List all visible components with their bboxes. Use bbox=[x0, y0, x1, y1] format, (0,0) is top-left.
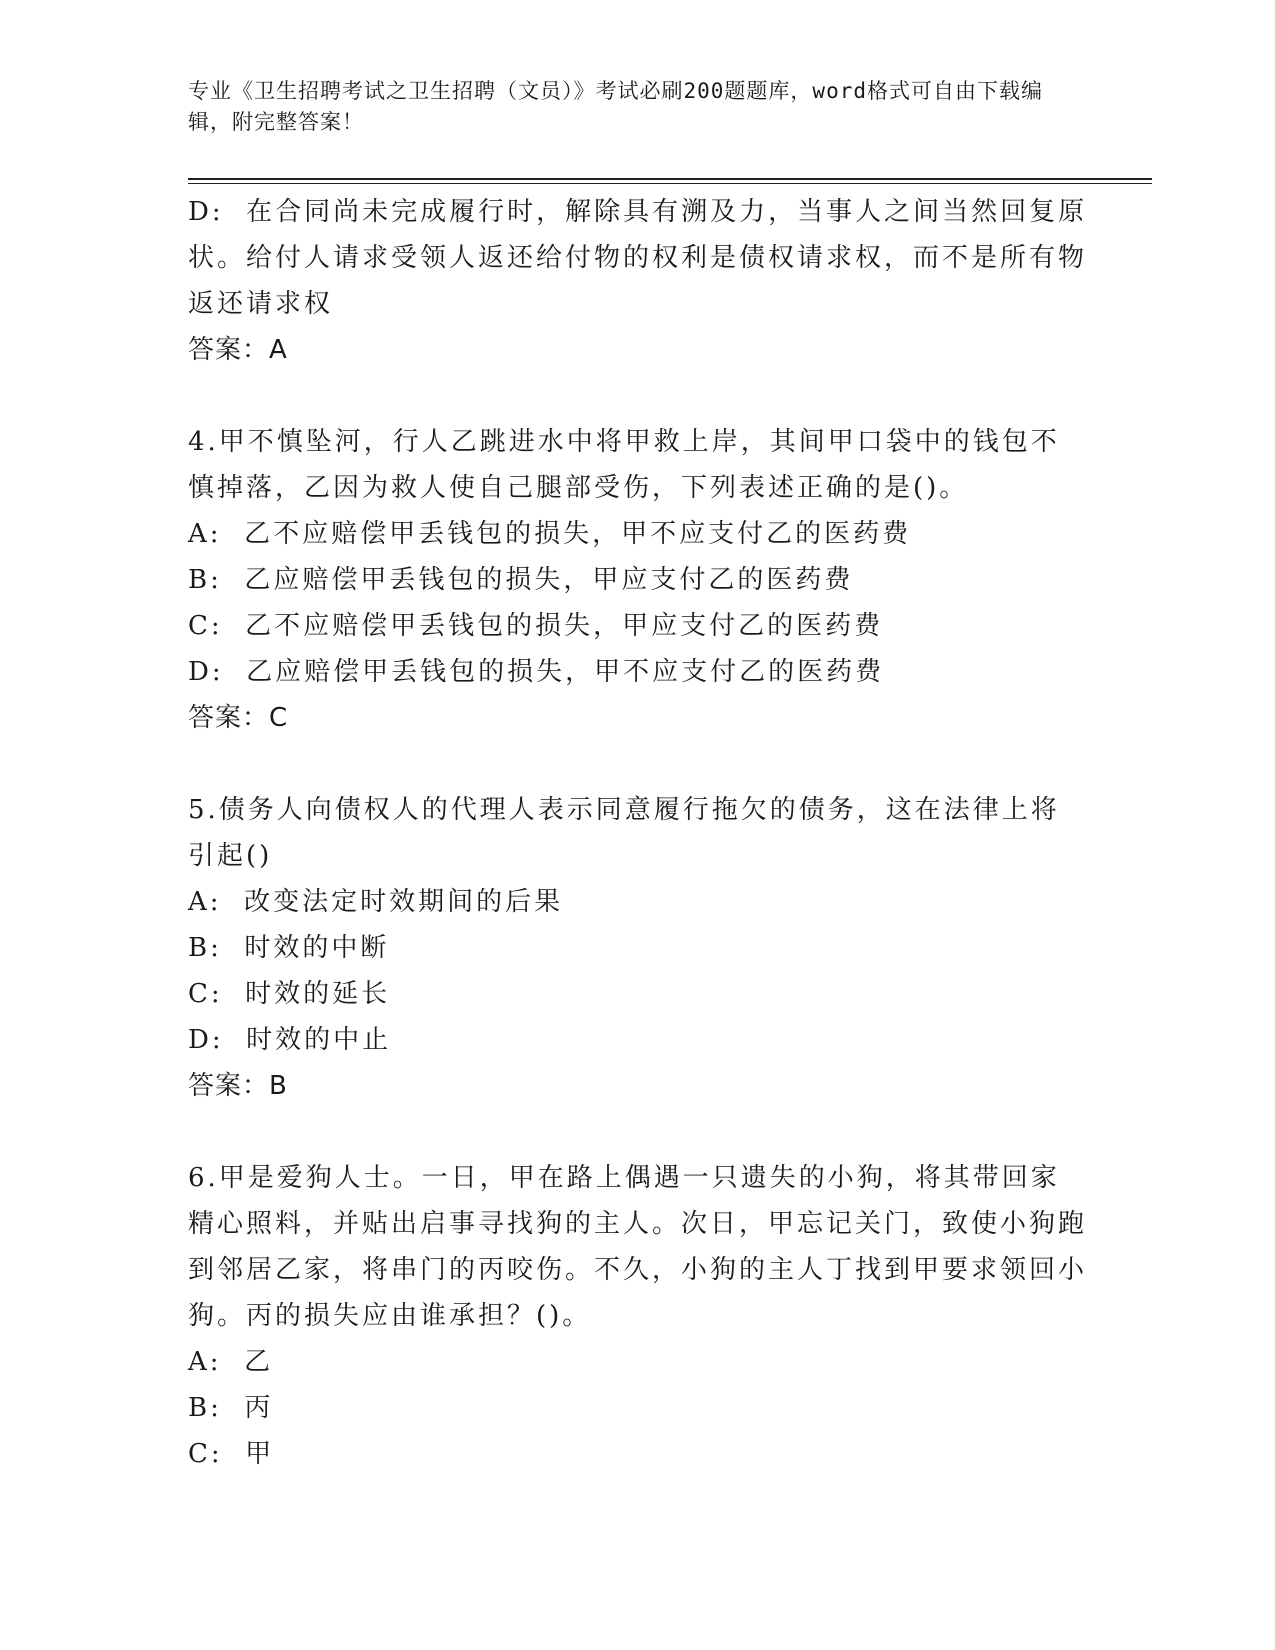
question-stem: 6.甲是爱狗人士。一日，甲在路上偶遇一只遗失的小狗，将其带回家精心照料，并贴出启事寻找狗的主人。次日，甲忘记关门，致使小狗跑到邻居乙家，将串门的丙咬伤。不久，小狗的主人丁找到甲要求领回小狗。丙的损失应由谁承担？()。 bbox=[188, 1163, 1088, 1331]
option-c: C: 时效的延长 bbox=[188, 979, 391, 1009]
option-a: A: 改变法定时效期间的后果 bbox=[188, 887, 564, 917]
option-b: B: 乙应赔偿甲丢钱包的损失，甲应支付乙的医药费 bbox=[188, 565, 854, 595]
option-b: B: 丙 bbox=[188, 1393, 274, 1423]
option-a: A: 乙不应赔偿甲丢钱包的损失，甲不应支付乙的医药费 bbox=[188, 519, 912, 549]
prev-option-d: D: 在合同尚未完成履行时，解除具有溯及力，当事人之间当然回复原状。给付人请求受领人返还给付物的权利是债权请求权，而不是所有物返还请求权 bbox=[188, 197, 1088, 319]
prev-answer: 答案：A bbox=[188, 335, 288, 365]
header-rule bbox=[188, 178, 1152, 180]
option-d: D: 时效的中止 bbox=[188, 1025, 392, 1055]
question-4 bbox=[188, 419, 1088, 741]
question-6 bbox=[188, 1155, 1088, 1477]
option-c: C: 甲 bbox=[188, 1439, 275, 1469]
answer: 答案：C bbox=[188, 703, 289, 733]
option-c: C: 乙不应赔偿甲丢钱包的损失，甲应支付乙的医药费 bbox=[188, 611, 884, 641]
question-content bbox=[188, 189, 1088, 1477]
question-stem: 5.债务人向债权人的代理人表示同意履行拖欠的债务，这在法律上将引起() bbox=[188, 795, 1060, 871]
option-b: B: 时效的中断 bbox=[188, 933, 390, 963]
question-stem: 4.甲不慎坠河，行人乙跳进水中将甲救上岸，其间甲口袋中的钱包不慎掉落，乙因为救人使自己腿部受伤，下列表述正确的是()。 bbox=[188, 427, 1060, 503]
header-rule-thin bbox=[188, 183, 1152, 184]
option-d: D: 乙应赔偿甲丢钱包的损失，甲不应支付乙的医药费 bbox=[188, 657, 885, 687]
option-a: A: 乙 bbox=[188, 1347, 274, 1377]
document-header: 专业《卫生招聘考试之卫生招聘（文员）》考试必刷200题题库，word格式可自由下载编辑，附完整答案！ bbox=[188, 79, 1043, 134]
question-5 bbox=[188, 787, 1088, 1109]
answer: 答案：B bbox=[188, 1071, 288, 1101]
